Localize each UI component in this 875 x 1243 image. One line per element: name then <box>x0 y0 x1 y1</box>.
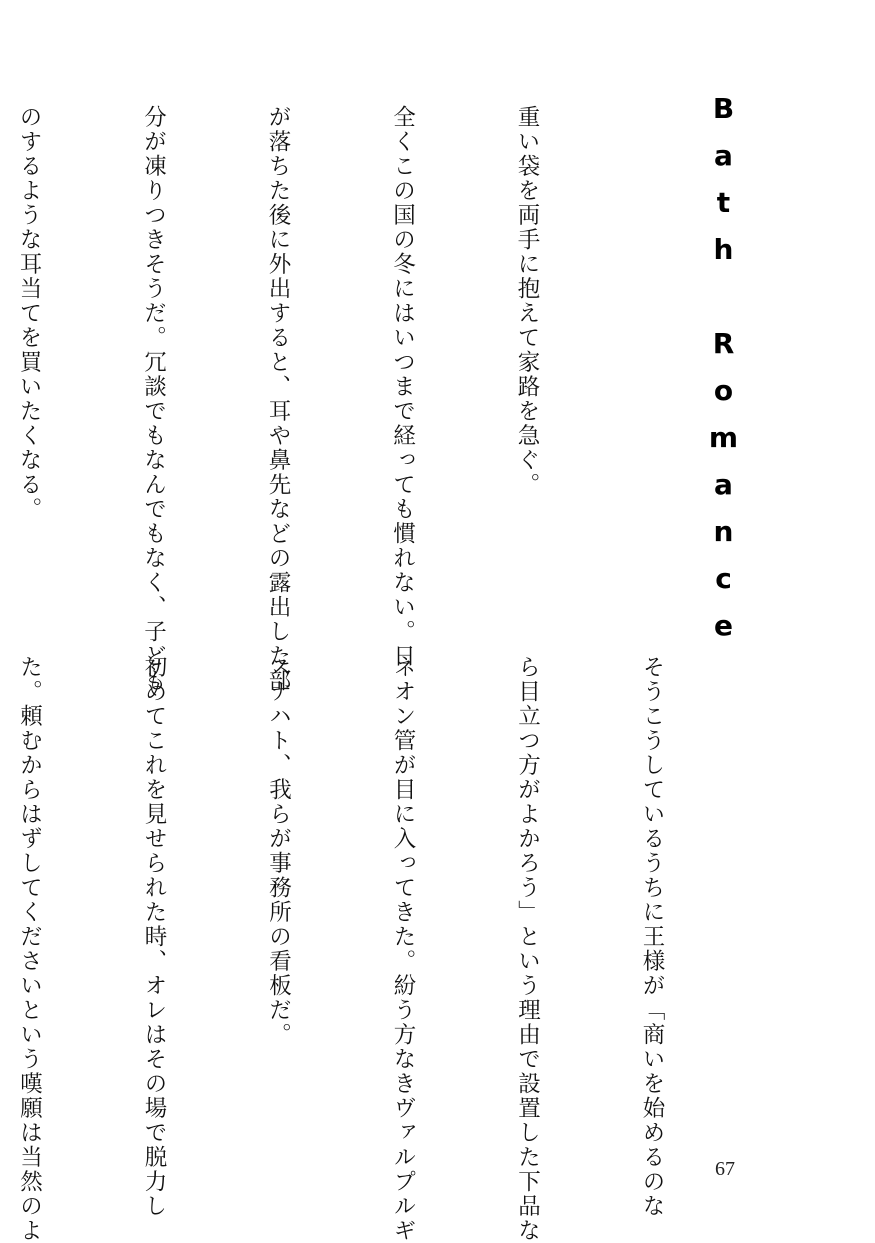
text-line: た。頼むからはずしてくださいという嘆願は当然のよ <box>16 655 43 1243</box>
text-line: のするような耳当てを買いたくなる。 <box>16 105 42 522</box>
upper-text-block <box>16 105 630 693</box>
chapter-title: Bath Romance <box>707 92 740 656</box>
text-line: 重い袋を両手に抱えて家路を急ぐ。 <box>514 105 540 497</box>
text-line: そうこうしているうちに王様が「商いを始めるのな <box>639 655 665 1219</box>
text-line: 初めてこれを見せられた時、オレはその場で脱力し <box>141 655 167 1219</box>
lower-text-block <box>16 655 755 1243</box>
text-line: ネオン管が目に入ってきた。紛う方なきヴァルプルギ <box>390 655 416 1243</box>
text-line: ら目立つ方がよかろう」という理由で設置した下品な <box>514 655 541 1243</box>
text-line: 分が凍りつきそうだ。冗談でもなんでもなく、子ども <box>140 105 167 693</box>
text-line: スナハト、我らが事務所の看板だ。 <box>265 655 292 1047</box>
text-line: が落ちた後に外出すると、耳や鼻先などの露出した部 <box>265 105 291 693</box>
text-line: 全くこの国の冬にはいつまで経っても慣れない。日 <box>389 105 416 669</box>
page-number: 67 <box>715 1158 735 1180</box>
